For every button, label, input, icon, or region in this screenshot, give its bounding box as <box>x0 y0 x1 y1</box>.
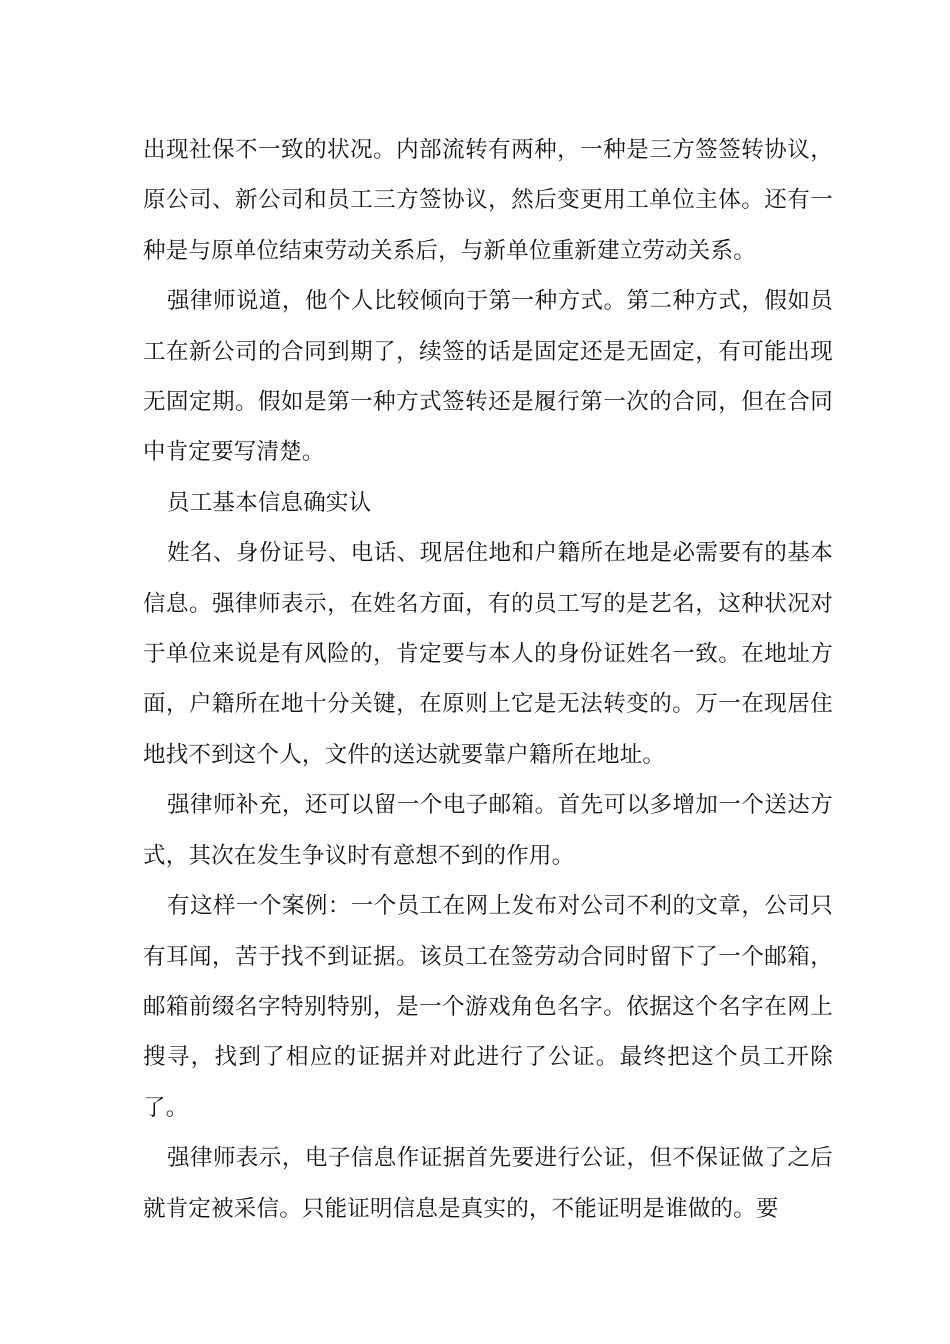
section-heading: 员工基本信息确实认 <box>167 489 372 516</box>
document-body <box>143 125 833 1234</box>
paragraph-4: 强律师补充，还可以留一个电子邮箱。首先可以多增加一个送达方式，其次在发生争议时有意想不到的作用。 <box>143 792 833 869</box>
paragraph-1: 出现社保不一致的状况。内部流转有两种，一种是三方签签转协议，原公司、新公司和员工三方签协议，然后变更用工单位主体。还有一种是与原单位结束劳动关系后，与新单位重新建立劳动关系。 <box>143 137 833 264</box>
paragraph-2: 强律师说道，他个人比较倾向于第一种方式。第二种方式，假如员工在新公司的合同到期了，续签的话是固定还是无固定，有可能出现无固定期。假如是第一种方式签转还是履行第一次的合同，但在合同中肯定要写清楚。 <box>143 288 833 466</box>
paragraph-3: 姓名、身份证号、电话、现居住地和户籍所在地是必需要有的基本信息。强律师表示，在姓名方面，有的员工写的是艺名，这种状况对于单位来说是有风险的，肯定要与本人的身份证姓名一致。在地址方面，户籍所在地十分关键，在原则上它是无法转变的。万一在现居住地找不到这个人，文件的送达就要靠户籍所在地址。 <box>143 540 833 768</box>
paragraph-6: 强律师表示，电子信息作证据首先要进行公证，但不保证做了之后就肯定被采信。只能证明信息是真实的，不能证明是谁做的。要 <box>143 1145 833 1222</box>
paragraph-5: 有这样一个案例：一个员工在网上发布对公司不利的文章，公司只有耳闻，苦于找不到证据。该员工在签劳动合同时留下了一个邮箱，邮箱前缀名字特别特别，是一个游戏角色名字。依据这个名字在网上搜寻，找到了相应的证据并对此进行了公证。最终把这个员工开除了。 <box>143 893 833 1121</box>
